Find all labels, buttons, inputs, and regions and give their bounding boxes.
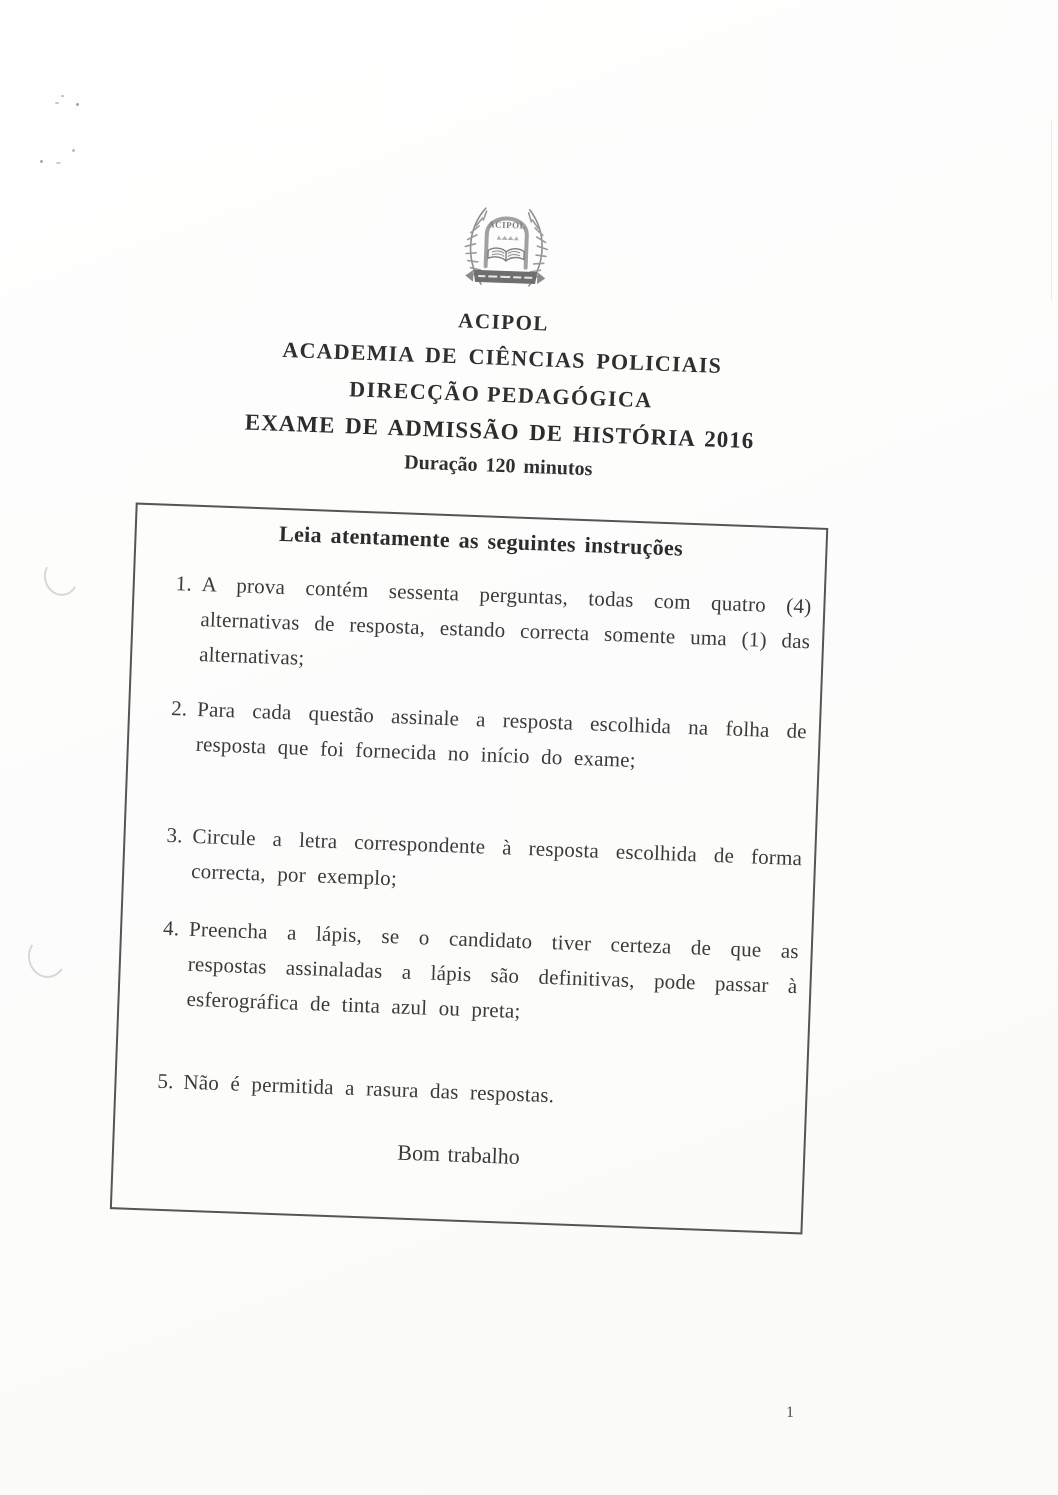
org-name: ACADEMIA DE CIÊNCIAS POLICIAIS [282, 336, 723, 378]
scan-speck [61, 95, 64, 97]
instructions-box [110, 503, 828, 1235]
instruction-text: Preencha a lápis, se o candidato tiver certeza de que as respostas assinaladas a lápis são definitivas, pode passar à esferográfica de tinta azul ou preta; [186, 916, 800, 1023]
instruction-number: 1. [175, 571, 193, 596]
org-acronym: ACIPOL [457, 308, 550, 336]
exam-title: EXAME DE ADMISSÃO DE HISTÓRIA 2016 [244, 409, 755, 454]
pen-arc-mark [40, 554, 83, 600]
closing-message: Bom trabalho [396, 1139, 521, 1170]
exam-duration: Duração 120 minutos [403, 451, 593, 481]
instruction-item [169, 691, 807, 784]
acipol-crest-icon [456, 193, 556, 305]
instruction-number: 5. [157, 1068, 175, 1094]
department-name: DIRECÇÃO PEDAGÓGICA [348, 376, 654, 413]
instruction-number: 2. [170, 695, 188, 721]
scan-speck [55, 102, 59, 104]
instructions-title: Leia atentamente as seguintes instruções [278, 520, 684, 561]
svg-text:ACIPOL: ACIPOL [487, 219, 527, 231]
instruction-number: 3. [166, 822, 184, 848]
instruction-text: Para cada questão assinale a resposta escolhida na folha de resposta que foi fornecida no início do exame; [195, 696, 808, 773]
instruction-text: Circule a letra correspondente à resposta escolhida de forma correcta, por exemplo; [190, 823, 803, 891]
page-number: 1 [786, 1404, 794, 1421]
scan-edge-artifact [1051, 120, 1052, 300]
instruction-item [173, 566, 812, 694]
instruction-item [160, 911, 799, 1039]
scan-speck [76, 103, 79, 106]
scan-speck [72, 149, 75, 152]
instruction-text: Não é permitida a rasura das respostas. [183, 1069, 555, 1108]
instruction-item [165, 818, 803, 911]
document-header [88, 140, 919, 493]
instructions-list [157, 566, 812, 1122]
scan-speck [56, 162, 61, 164]
instruction-text: A prova contém sessenta perguntas, todas com quatro (4) alternativas de resposta, estando correcta somente uma (1) das alternativas; [198, 572, 812, 670]
document-sheet [55, 140, 920, 1409]
pen-arc-mark [25, 933, 70, 981]
scan-speck [40, 160, 43, 163]
instruction-number: 4. [162, 915, 180, 941]
instruction-item [157, 1064, 794, 1122]
